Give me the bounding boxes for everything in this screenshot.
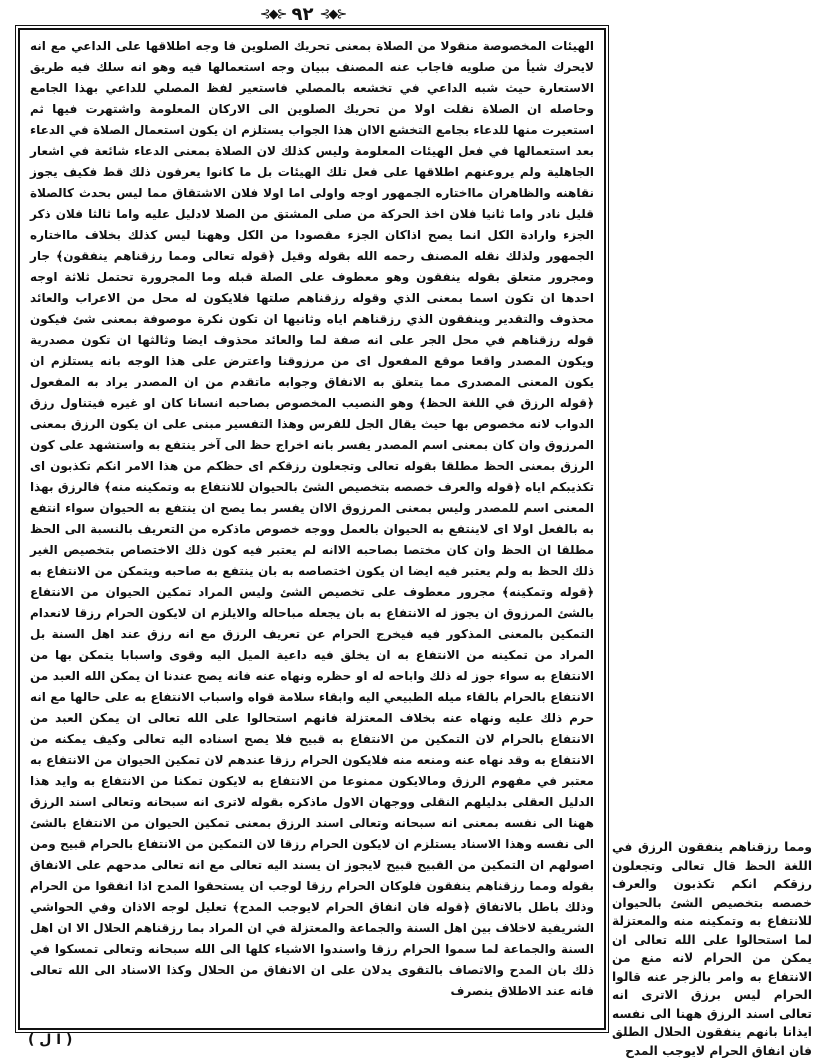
commentary-body: الهيئات المخصوصة منقولا من الصلاة بمعنى تحريك الصلوين فا وجه اطلاقها على الداعي مع انه لايحرك شيأ من صلويه فاجاب عنه المصنف ببيان وجه استعمالها فيه وهو انه سلك فيه طريق الاستعارة حيث شبه الداعي في تخشعه بالمصلي فاستعير لفظ المصلي للداعي بهذا الجامع وحاصله ان الصلاة نقلت اولا من تحريك الصلوين الى الاركان المعلومة واشتهرت فيها ثم استعيرت منها للدعاء بجامع التخشع الاان هذا الجواب يستلزم ان يكون استعمال الصلاة في الدعاء بعد استعمالها في فعل الهيئات المعلومة وليس كذلك لان الصلاة بمعنى الدعاء شائعة في اشعار الجاهلية ولم يروعنهم اطلاقها على فعل تلك الهيئات بل ما كانوا يعرفون ذلك قط فكيف يجوز نقاهنه والظاهران مااختاره الجمهور اوجه واولى اما اولا فلان الاشتقاق مما ليس بحدث كالصلاة قليل نادر واما ثانيا فلان اخذ الحركة من صلى المشتق من الصلا لادليل عليه واما ثالثا فلان ذكر الجزء وارادة الكل انما يصح اذاكان الجزء مقصودا من الكل وههنا ليس كذلك بخلاف مااختاره الجمهور ولذلك نقله المصنف رحمه الله بقوله وقيل ﴿قوله تعالى ومما رزقناهم ينفقون﴾ جار ومجرور متعلق بقوله ينفقون وهو معطوف على الصلة قبله وما المجرورة تحتمل ثلاثة اوجه احدها ان تكون اسما بمعنى الذي وقوله رزقناهم صلتها فلايكون له محل من الاعراب والعائد محذوف والتقدير وينفقون الذي رزقناهم اياه وثانيها ان تكون نكرة موصوفة بمعنى شئ فيكون قوله رزقناهم في محل الجر على انه صفة لما والعائد محذوف ايضا وثالثها ان تكون مصدرية ويكون المصدر واقعا موقع المفعول اى من مرزوقنا واعترض على هذا الوجه بانه يستلزم ان يكون المعنى المصدرى مما يتعلق به الانفاق وجوابه ماتقدم من ان المصدر يراد به المفعول ﴿قوله الرزق في اللغة الحظ﴾ وهو النصيب المخصوص بصاحبه انسانا كان او غيره فيتناول رزق الدواب لانه مخصوص بها حيث يقال الجل للفرس وهذا التفسير مبنى على ان يكون الرزق بمعنى المرزوق وان كان بمعنى اسم المصدر يفسر بانه اخراج حظ الى آخر ينتفع به واستشهد على كون الرزق بمعنى الحظ مطلقا بقوله تعالى وتجعلون رزقكم اى حظكم من هذا الامر انكم تكذبون اى تكذيبكم اياه ﴿قوله والعرف خصصه بتخصيص الشئ بالحيوان للانتفاع به وتمكينه منه﴾ فالرزق بهذا المعنى اسم للمصدر وليس بمعنى المرزوق الاان يفسر بما يصح ان ينتفع به الحيوان سواء انتفع به بالفعل اولا اى لاينتفع به الحيوان بالعمل ووجه خصوص ماذكره من التعريف بالنسبة الى الحظ مطلقا ان الحظ وان كان مختصا بصاحبه الاانه لم يعتبر فيه كون ذلك الاختصاص بتخصيص الغير ذلك الحظ به ولم يعتبر فيه ايضا ان يكون اختصاصه به بان ينتفع به صاحبه ويتمكن من الانتفاع به ﴿قوله وتمكينه﴾ مجرور معطوف على تخصيص الشئ وليس المراد تمكين الحيوان من الانتفاع بالشئ المرزوق ان يجوز له الانتفاع به بان يجعله مباحاله والايلزم ان لايكون الحرام رزقا لانعدام التمكين بالمعنى المذكور فيه فيخرج الحرام عن تعريف الرزق مع انه رزق عند اهل السنة بل المراد من تمكينه من الانتفاع به ان يخلق فيه داعية الميل اليه وقوى واسبابا يتمكن بها من الانتفاع به سواء جوز له ذلك واباحه له او حظره ونهاه عنه فانه يصح عندنا ان يمكن الله العبد من الانتفاع بالحرام بالقاء ميله الطبيعي اليه وابقاء سلامة قواه واسباب الانتفاع به على حالها مع انه حرم ذلك عليه ونهاه عنه بخلاف المعتزلة فانهم استحالوا على الله تعالى ان يمكن العبد من الانتفاع بالحرام لان التمكين من الانتفاع به قبيح فلا يصح اسناده اليه تعالى وكيف يمكنه من الانتفاع به وقد نهاه عنه ومنعه منه فلايكون الحرام رزقا عندهم لان تمكين الحيوان من الانتفاع به معتبر في مفهوم الرزق ومالايكون ممنوعا من الانتفاع به لايكون تمكنا من الانتفاع به وايد هذا الدليل العقلى بدليلهم النقلى ووجهان الاول ماذكره بقوله لاترى انه سبحانه وتعالى اسند الرزق ههنا الى نفسه بمعنى انه سبحانه وتعالى اسند الرزق بمعنى تمكين الحيوان من الانتفاع بالشئ الى نفسه وهذا الاسناد يستلزم ان لايكون الحرام رزقا لان التمكين من الانتفاع بالحرام قبيح ومن اصولهم ان التمكين من القبيح قبيح لايجوز ان يسند اليه تعالى مع انه تعالى مدحهم على الانفاق بقوله ومما رزقناهم ينفقون فلوكان الحرام رزقا لوجب ان يستحقوا المدح اذا انفقوا من الحرام وذلك باطل بالاتفاق ﴿قوله فان انفاق الحرام لايوجب المدح﴾ تعليل لوجه الاذان وفي الحواشي الشريفية لاخلاف بين اهل السنة والجماعة والمعتزلة في ان المراد بما رزقناهم الحلال الا ان اهل السنة والجماعة لما سموا الحرام رزقا واسندوا الاشياء كلها الى الله سبحانه وتعالى تمسكوا في ذلك بان المدح والاتصاف بالتقوى يدلان على ان الانفاق من الحلال وكذا الاسناد الى الله تعالى فانه عند الاطلاق ينصرف [30, 39, 594, 998]
footer-signature: ( ا ل ) [28, 1032, 73, 1048]
page-header [0, 2, 605, 26]
margin-matn-text: ومما رزقناهم ينفقون الرزق في اللغة الحظ قال تعالى وتجعلون رزقكم انكم تكذبون والعرف خصصه بتخصيص الشئ بالحيوان للانتفاع به وتمكينه منه والمعتزلة لما استحالوا على الله تعالى ان يمكن من الحرام لانه منع من الانتفاع به وامر بالزجر عنه قالوا الحرام ليس برزق الاترى انه تعالى اسند الرزق ههنا الى نفسه ايذانا بانهم ينفقون الحلال الطلق فان انفاق الحرام لايوجب المدح [612, 840, 812, 1058]
header-ornament-right: ⊰◆⊱ [319, 6, 346, 22]
header-ornament-left: ⊰◆⊱ [259, 6, 286, 22]
page-number: ٩٢ [291, 3, 314, 25]
main-text-frame [18, 28, 606, 1030]
